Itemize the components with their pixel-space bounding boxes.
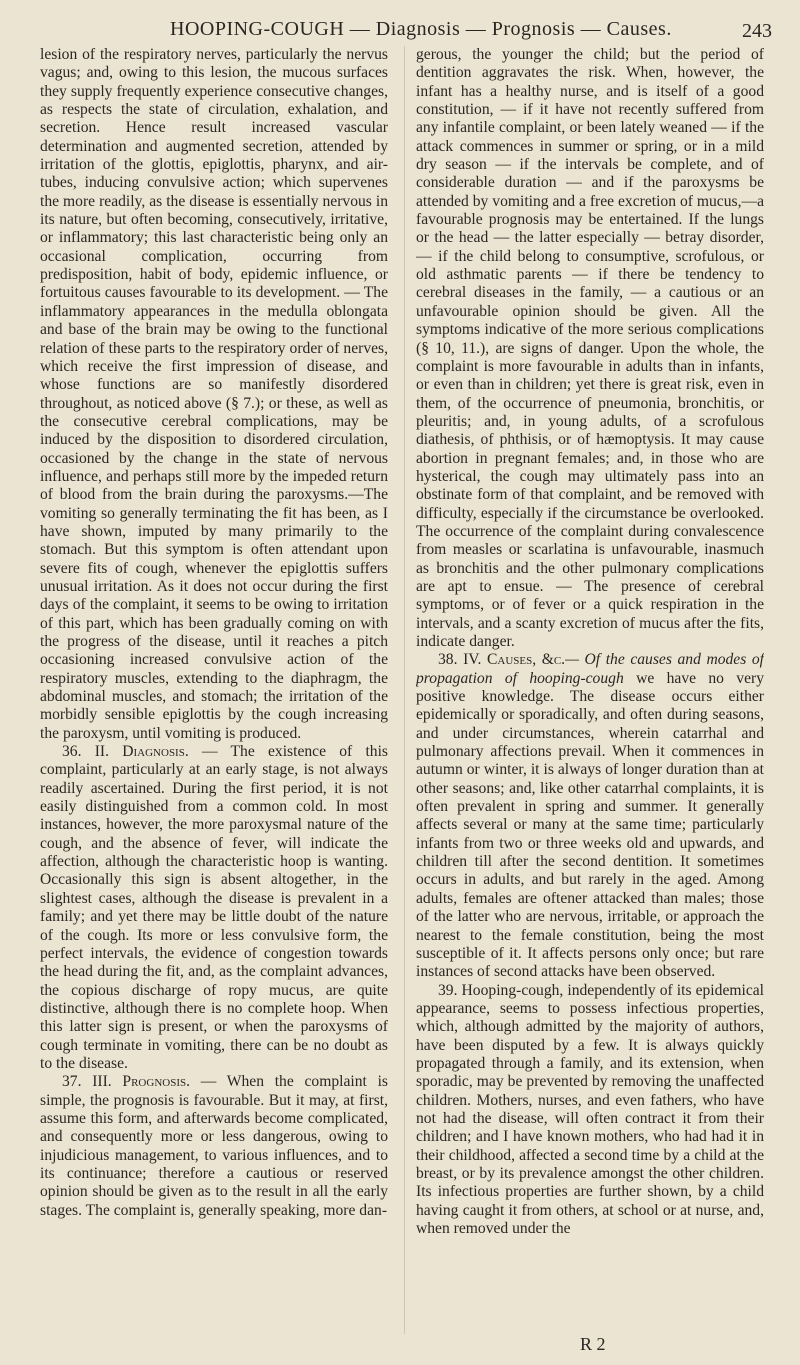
paragraph-prognosis-continued: gerous, the younger the child; but the period of dentition aggravates the risk. When, however, the infant has a healthy nurse, and is itself of a good constitution, — if it have not recently suffered from any infantile complaint, or been lately weaned — if the attack commences in summer or spring, or in a mild dry season — if the intervals be complete, and of considerable duration — and if the paroxysms be attended by vomiting and a free excretion of mucus,—a favourable prognosis may be entertained. If the lungs or the head — the latter especially — betray disorder, — if the child belong to consumptive, scrofulous, or old asthmatic parents — if there be tendency to cerebral diseases in the family, — a cautious or an unfavourable opinion should be given. All the symptoms indicative of the more serious complications (§ 10, 11.), are signs of danger. Upon the whole, the complaint is more favourable in adults than in infants, or even than in children; yet there is great risk, even in them, of the occurrence of pneumonia, bronchitis, or pleuritis; and, in young adults, of a scrofulous diathesis, of phthisis, or of hæmoptysis. It may cause abortion in pregnant females; and, in those who are hysterical, the cough may ultimately pass into an obstinate form of that complaint, and be removed with difficulty, especially if the circumstance be overlooked. The occurrence of the complaint during convalescence from measles or scarlatina is unfavourable, inasmuch as bronchitis and the other pulmonary complications are apt to ensue. — The presence of cerebral symptoms, or of fever or a quick respiration in the intervals, and a scanty excretion of mucus after the fits, indicate danger. [416,46,764,650]
section-36-diagnosis [40,743,388,1073]
running-head: HOOPING-COUGH — Diagnosis — Prognosis — Causes. [170,18,672,40]
section-36-label: 36. II. Diagnosis. [62,743,189,761]
left-column [40,46,388,1336]
section-37-prognosis [40,1073,388,1220]
section-37-text: — When the complaint is simple, the prognosis is favourable. But it may, at first, assume this form, and afterwards become complicated, and consequently more or less dangerous, owing to injudicious management, to various influences, and to its continuance; therefore a cautious or reserved opinion should be given as to the result in all the early stages. The complaint is, generally speaking, more dan- [40,1073,388,1219]
section-37-label: 37. III. Prognosis. [62,1073,190,1091]
section-38-text: we have no very positive knowledge. The disease occurs either epidemically or sporadically, and often during seasons, and under circumstances, wherein catarrhal and pulmonary affections prevail. When it commences in autumn or winter, it is always of longer duration than at other seasons; and, like other catarrhal complaints, it is often prevalent in spring and summer. It generally affects several or many at the same time; particularly infants from two or three weeks old and upwards, and children till after the second dentition. It sometimes occurs in adults, and but rarely in the aged. Among adults, females are oftener attacked than males; those of the latter who are nervous, irritable, or approach the nearest to the female constitution, being the most susceptible of it. It affects persons only once; but rare instances of second attacks have been observed. [416,669,764,981]
right-column [416,46,764,1336]
section-38-italic: — Of the causes and modes of propagation of hooping-cough [416,651,764,687]
column-divider [404,46,405,1334]
page-number: 243 [742,20,772,42]
section-38-causes [416,651,764,981]
section-38-label: 38. IV. Causes, &c. [438,651,566,669]
section-36-text: — The existence of this complaint, particularly at an early stage, is not always readily ascertained. During the first period, it is not easily distinguished from a common cold. In most instances, however, the more paroxysmal nature of the cough, and the absence of fever, will indicate the affection, although the characteristic hoop is wanting. Occasionally this sign is absent altogether, in the slightest cases, although the disease is prevalent in a family; and yet there may be little doubt of the nature of the cough. Its more or less convulsive form, the perfect intervals, the evidence of congestion towards the head during the fit, and, as the complaint advances, the copious discharge of ropy mucus, are quite distinctive, although there is no complete hoop. When this latter sign is present, or when the paroxysms of cough terminate in vomiting, there can be no doubt as to the disease. [40,743,388,1072]
signature-mark: R 2 [580,1334,606,1354]
section-39-infection: 39. Hooping-cough, independently of its epidemical appearance, seems to possess infectious properties, which, although admitted by the majority of authors, have been disputed by a few. It is always quickly propagated through a family, and its extension, when sporadic, may be prevented by removing the unaffected children. Mothers, nurses, and even fathers, who have not had the disease, will often contract it from their children; and I have known mothers, who had had it in their childhood, affected a second time by a child at the breast, or by its prevalence amongst the other children. Its infectious properties are further shown, by a child having caught it from others, at school or at nurse, and, when removed under the [416,981,764,1237]
paragraph-lesion: lesion of the respiratory nerves, particularly the nervus vagus; and, owing to this lesion, the mucous surfaces they supply frequently experience consecutive changes, as respects the state of circulation, exhalation, and secretion. Hence result increased vascular determination and augmented secretion, attended by irritation of the glottis, epiglottis, pharynx, and air-tubes, inducing convulsive action; which supervenes the more readily, as the disease is essentially nervous in its nature, but often becoming, consecutively, irritative, or inflammatory; this last characteristic being only an occasional complication, occurring from predisposition, habit of body, epidemic influence, or fortuitous causes favourable to its development. — The inflammatory appearances in the medulla oblongata and base of the brain may be owing to the functional relation of these parts to the respiratory order of nerves, which receive the first impression of disease, and whose functions are so manifestly disordered throughout, as noticed above (§ 7.); or these, as well as the consecutive cerebral complications, may be induced by the disposition to disordered circulation, occasioned by the change in the state of nervous influence, and perhaps still more by the impeded return of blood from the brain during the paroxysms.—The vomiting so generally terminating the fit has been, as I have shown, imputed by many primarily to the stomach. But this symptom is often attendant upon severe fits of cough, whenever the epiglottis suffers unusual irritation. As it does not occur during the first days of the complaint, it seems to be owing to irritation of this part, which has been gradually coming on with the progress of the disease, until it reaches a pitch occasioning increased convulsive action of the respiratory muscles, extending to the diaphragm, the abdominal muscles, and stomach; the irritation of the morbidly sensible epiglottis by the cough increasing the paroxysm, until vomiting is produced. [40,46,388,742]
